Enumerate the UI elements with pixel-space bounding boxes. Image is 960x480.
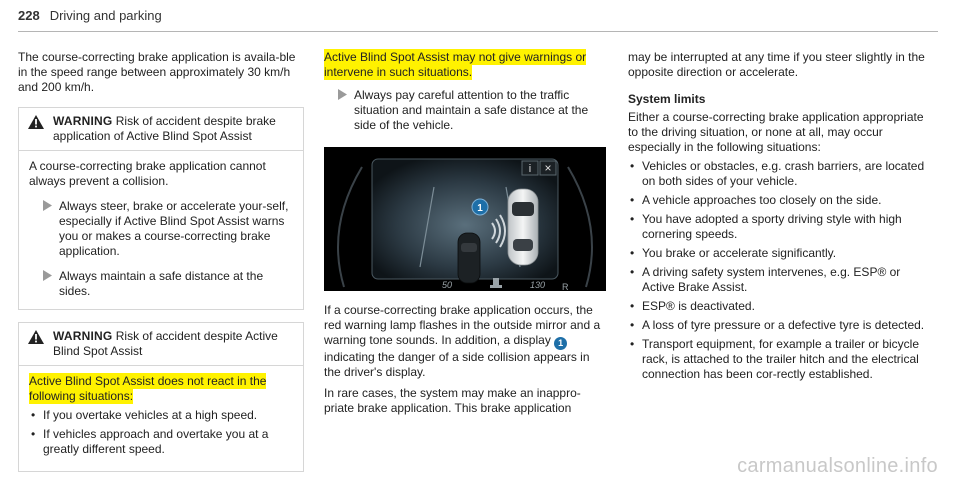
warning-triangle-icon <box>27 329 47 359</box>
info-icon: i <box>528 163 532 175</box>
list-item-text: ESP® is deactivated. <box>642 299 755 313</box>
system-limits-list <box>628 159 928 382</box>
bullet-icon: • <box>630 318 635 332</box>
warning-header <box>19 108 303 150</box>
list-item-text: If you overtake vehicles at a high speed. <box>43 408 258 422</box>
warning-title <box>53 329 293 359</box>
bullet-icon: • <box>630 193 635 207</box>
paragraph-text: If a course-correcting brake application occurs, the red warning lamp flashes in the outside mirror and a warning tone sounds. In addition, a display <box>324 303 601 347</box>
action-step-text: Always steer, brake or accelerate your-self, especially if Active Blind Spot Assist warns you or makes a course-correcting brake application. <box>59 199 289 258</box>
driver-display-illustration <box>324 147 606 291</box>
list-item-text: A vehicle approaches too closely on the side. <box>642 193 882 207</box>
header-divider <box>18 31 938 32</box>
driver-display-image <box>324 147 606 291</box>
column-middle <box>324 50 608 416</box>
bullet-icon: • <box>31 408 36 422</box>
page-number: 228 <box>18 8 40 23</box>
paragraph-text: indicating the danger of a side collision appears in the driver's display. <box>324 350 590 379</box>
close-icon: × <box>544 161 552 175</box>
inappropriate-brake-paragraph: In rare cases, the system may make an inappro-priate brake application. This brake application <box>324 386 581 415</box>
action-step <box>324 88 608 133</box>
warning-box-brake-application <box>18 107 304 310</box>
highlighted-text: Active Blind Spot Assist does not react in the following situations: <box>29 374 267 403</box>
warning-body <box>19 365 303 471</box>
bullet-icon: • <box>31 427 36 441</box>
display-explanation-paragraph <box>324 303 608 380</box>
list-item-text: You have adopted a sporty driving style with high cornering speeds. <box>642 212 902 241</box>
bullet-icon: • <box>630 265 635 279</box>
callout-number: 1 <box>477 203 483 214</box>
section-heading: System limits <box>628 92 706 106</box>
warning-header <box>19 323 303 365</box>
list-item-text: You brake or accelerate significantly. <box>642 246 837 260</box>
warning-body <box>19 150 303 309</box>
bullet-icon: • <box>630 212 635 226</box>
list-item <box>628 337 928 382</box>
list-item <box>29 427 293 457</box>
bullet-list <box>29 408 293 457</box>
list-item <box>29 408 293 423</box>
list-item-text: A driving safety system intervenes, e.g. ESP® or Active Brake Assist. <box>642 265 901 294</box>
list-item <box>628 212 928 242</box>
warning-title-text: Risk of accident despite brake application of Active Blind Spot Assist <box>53 114 276 143</box>
list-item <box>628 193 928 208</box>
header <box>18 8 162 23</box>
callout-inline-marker: 1 <box>554 337 567 350</box>
list-item <box>628 159 928 189</box>
list-item-text: Vehicles or obstacles, e.g. crash barriers, are located on both sides of your vehicle. <box>642 159 925 188</box>
action-step-text: Always maintain a safe distance at the sides. <box>59 269 264 298</box>
bullet-icon: • <box>630 246 635 260</box>
watermark: carmanualsonline.info <box>737 455 938 477</box>
list-item-text: Transport equipment, for example a trailer or bicycle rack, is attached to the trailer hitch and the electrical connection has been cor-rectly established. <box>642 337 920 381</box>
warning-body-text: A course-correcting brake application cannot always prevent a collision. <box>29 159 266 188</box>
list-item <box>628 299 928 314</box>
warning-title-text: Risk of accident despite Active Blind Spot Assist <box>53 329 278 358</box>
intro-paragraph: The course-correcting brake application is availa-ble in the speed range between approximately 30 km/h and 200 km/h. <box>18 50 296 94</box>
list-item <box>628 318 928 333</box>
highlighted-text: Active Blind Spot Assist may not give warnings or intervene in such situations. <box>324 50 587 79</box>
arrow-right-icon <box>43 269 59 299</box>
warning-title <box>53 114 293 144</box>
bullet-icon: • <box>630 337 635 351</box>
list-item <box>628 265 928 295</box>
continued-paragraph: may be interrupted at any time if you steer slightly in the opposite direction or accelerate. <box>628 50 925 79</box>
list-item-text: A loss of tyre pressure or a defective tyre is detected. <box>642 318 925 332</box>
action-step <box>29 199 293 259</box>
section-title: Driving and parking <box>49 8 162 23</box>
action-step-text: Always pay careful attention to the traffic situation and maintain a safe distance at the side of the vehicle. <box>354 88 589 132</box>
column-right <box>628 50 928 386</box>
adjacent-vehicle-icon <box>458 233 480 283</box>
warning-label: WARNING <box>53 329 113 343</box>
arrow-right-icon <box>338 88 354 133</box>
warning-label: WARNING <box>53 114 113 128</box>
list-item-text: If vehicles approach and overtake you at a greatly different speed. <box>43 427 269 456</box>
arrow-right-icon <box>43 199 59 259</box>
column-left <box>18 50 304 472</box>
warning-box-blind-spot <box>18 322 304 472</box>
action-step <box>29 269 293 299</box>
system-limits-intro: Either a course-correcting brake application appropriate to the driving situation, or none at all, may occur especially in the following situations: <box>628 110 924 154</box>
gear-indicator: R <box>562 282 569 291</box>
bullet-icon: • <box>630 299 635 313</box>
speed-scale-left: 50 <box>442 280 453 290</box>
own-vehicle-icon <box>508 189 538 265</box>
list-item <box>628 246 928 261</box>
bullet-icon: • <box>630 159 635 173</box>
warning-triangle-icon <box>27 114 47 144</box>
speed-scale-right: 130 <box>530 280 546 290</box>
